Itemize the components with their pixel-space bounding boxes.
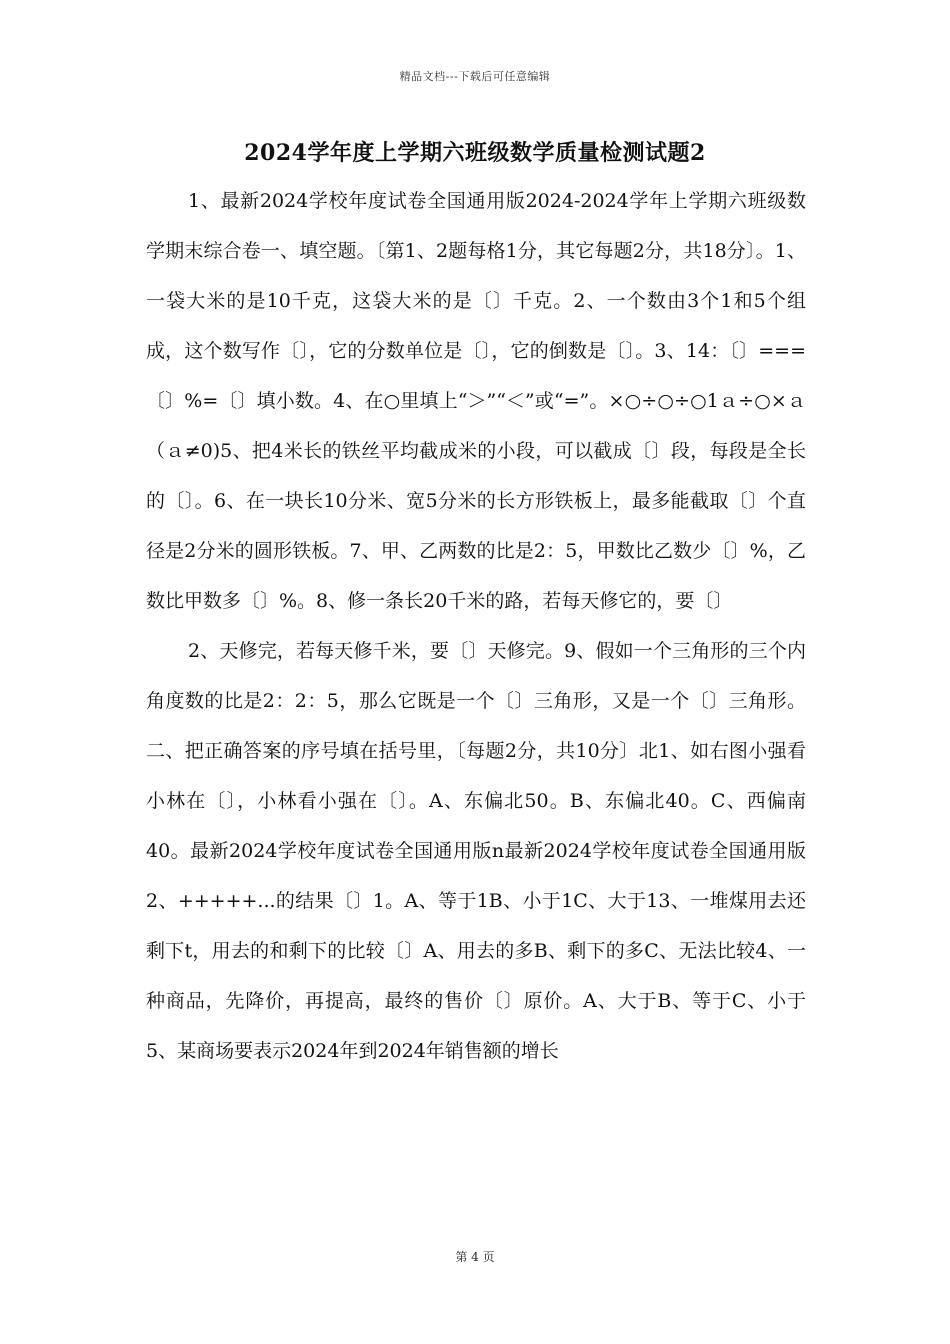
paragraph-2: 2、天修完，若每天修千米，要〔〕天修完。9、假如一个三角形的三个内角度数的比是2：2：5，那么它既是一个〔〕三角形，又是一个〔〕三角形。二、把正确答案的序号填在括号里，〔每题2分，共10分〕北1、如右图小强看小林在〔〕，小林看小强在〔〕。A、东偏北50。B、东偏北40。C、西偏南40。最新2024学校年度试卷全国通用版n最新2024学校年度试卷全国通用版2、+++++...的结果〔〕1。A、等于1B、小于1C、大于13、一堆煤用去还剩下t，用去的和剩下的比较〔〕A、用去的多B、剩下的多C、无法比较4、一种商品，先降价，再提高，最终的售价〔〕原价。A、大于B、等于C、小于5、某商场要表示2024年到2024年销售额的增长 bbox=[146, 640, 806, 1062]
page-header: 精品文档---下载后可任意编辑 bbox=[399, 70, 551, 83]
paragraph-1: 1、最新2024学校年度试卷全国通用版2024-2024学年上学期六班级数学期末综合卷一、填空题。〔第1、2题每格1分，其它每题2分，共18分〕。1、一袋大米的是10千克，这袋大米的是〔〕千克。2、一个数由3个1和5个组成，这个数写作〔〕，它的分数单位是〔〕，它的倒数是〔〕。3、14：〔〕===〔〕%=〔〕填小数。4、在○里填上“＞”“＜”或“=”。×○÷○÷○1ａ÷○×ａ（ａ≠0)5、把4米长的铁丝平均截成米的小段，可以截成〔〕段，每段是全长的〔〕。6、在一块长10分米、宽5分米的长方形铁板上，最多能截取〔〕个直径是2分米的圆形铁板。7、甲、乙两数的比是2：5，甲数比乙数少〔〕%，乙数比甲数多〔〕%。8、修一条长20千米的路，若每天修它的，要〔〕 bbox=[146, 190, 806, 612]
page-number: 第 4 页 bbox=[455, 1250, 495, 1264]
document-title: 2024学年度上学期六班级数学质量检测试题2 bbox=[244, 140, 706, 166]
document-body bbox=[146, 176, 806, 1076]
